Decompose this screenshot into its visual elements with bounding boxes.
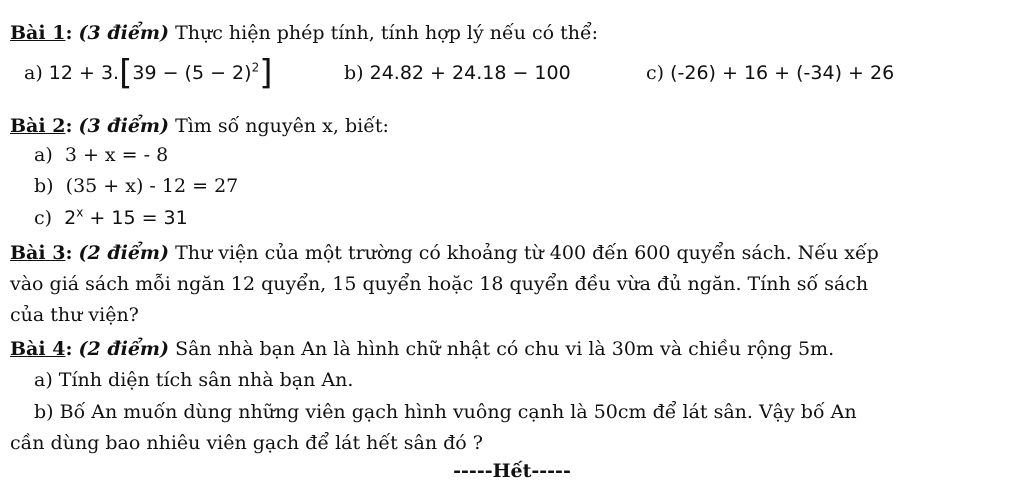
bai2-a (34, 142, 1010, 168)
bai3-label: Bài 3 (10, 242, 66, 264)
end-marker: -----Hết----- (453, 460, 571, 482)
bai4-b-line1: b) Bố An muốn dùng những viên gạch hình vuông cạnh là 50cm để lát sân. Vậy bố An (34, 401, 857, 423)
bai1-colon: : (65, 22, 73, 44)
bai2-label: Bài 2 (10, 115, 66, 137)
bai1-b-expr: 24.82 + 24.18 − 100 (369, 62, 571, 84)
bai2-c-exponent: x (76, 205, 84, 220)
bai2-colon: : (65, 115, 73, 137)
bai1-a-part2: 39 − (5 − 2) (132, 62, 252, 84)
bai2-c-rest: + 15 = 31 (83, 207, 188, 229)
bai4-a: a) Tính diện tích sân nhà bạn An. (34, 369, 354, 391)
right-bracket-icon: ] (259, 53, 273, 93)
bai4-heading (10, 336, 1010, 362)
bai1-a-exponent: 2 (251, 60, 260, 75)
bai2-c-label: c) (34, 207, 53, 229)
bai1-points: (3 điểm) (78, 22, 170, 44)
left-bracket-icon: [ (119, 53, 133, 93)
bai2-a-label: a) (34, 144, 53, 166)
bai2-a-expr: 3 + x = - 8 (64, 144, 169, 166)
bai3-colon: : (65, 242, 73, 264)
bai4-b-line2: cần dùng bao nhiêu viên gạch để lát hết sân đó ? (10, 432, 483, 454)
bai2-b-label: b) (34, 175, 54, 197)
bai4-points: (2 điểm) (78, 338, 170, 360)
bai3-text1: Thư viện của một trường có khoảng từ 400 đến 600 quyển sách. Nếu xếp (175, 242, 879, 264)
bai1-label: Bài 1 (10, 22, 66, 44)
bai3-line2: vào giá sách mỗi ngăn 12 quyển, 15 quyển hoặc 18 quyển đều vừa đủ ngăn. Tính số sách (10, 273, 869, 295)
bai1-b-label: b) (344, 62, 364, 84)
bai1-a-part1: 12 + 3. (48, 62, 120, 84)
bai2-text: Tìm số nguyên x, biết: (175, 115, 389, 137)
bai2-c (34, 205, 1010, 231)
bai2-c-base: 2 (64, 207, 77, 229)
bai3-points: (2 điểm) (78, 242, 170, 264)
bai1-text: Thực hiện phép tính, tính hợp lý nếu có thể: (175, 22, 599, 44)
bai2-c-expr (64, 207, 188, 229)
bai2-b (34, 173, 1010, 199)
bai3-line1 (10, 240, 1010, 266)
bai4-text: Sân nhà bạn An là hình chữ nhật có chu vi là 30m và chiều rộng 5m. (175, 338, 835, 360)
bai2-heading (10, 113, 1010, 139)
bai3-line3: của thư viện? (10, 304, 139, 326)
bai4-label: Bài 4 (10, 338, 66, 360)
bai1-c (646, 60, 894, 86)
bai1-c-expr: (-26) + 16 + (-34) + 26 (670, 62, 895, 84)
bai2-points: (3 điểm) (78, 115, 170, 137)
bai4-colon: : (65, 338, 73, 360)
bai2-b-expr: (35 + x) - 12 = 27 (65, 175, 239, 197)
bai1-items (24, 53, 1010, 93)
bai1-c-label: c) (646, 62, 665, 84)
bai1-a-expr (48, 53, 273, 93)
bai1-a-label: a) (24, 62, 43, 84)
bai1-b (344, 60, 571, 86)
bai1-heading (10, 20, 1010, 46)
